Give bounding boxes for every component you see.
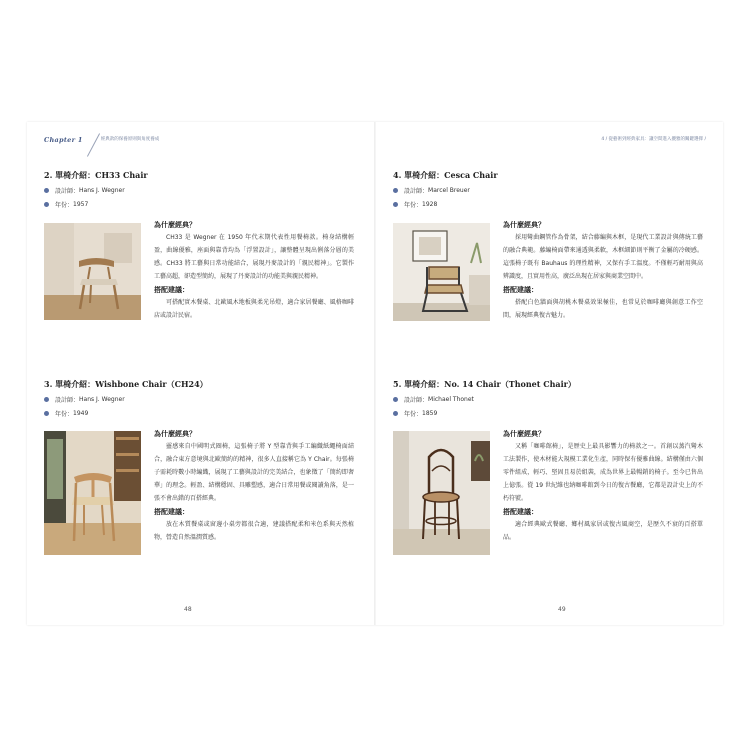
section-title: 3. 單椅介紹：Wishbone Chair（CH24） [44,379,208,389]
wishbone-description [154,427,354,544]
chapter-label: Chapter 1 [44,136,83,144]
bullet-icon [393,411,398,416]
year-value: 1949 [73,410,89,417]
right-page [376,122,723,625]
designer-row [393,395,703,404]
ch33-chair-photo [44,223,141,320]
cesca-description [503,218,703,322]
bullet-icon [44,188,49,193]
thonet-chair-photo [393,431,490,555]
why-heading: 為什麼經典？ [154,429,196,438]
tips-text: 搭配白色牆面與胡桃木餐桌效果極佳，也常見於咖啡廳與創意工作空間，展現經典復古魅力。 [503,299,703,319]
tips-text: 適合經典歐式餐廳、鄉村風家居或復古風商空，是歷久不衰的百搭單品。 [503,521,703,541]
section-title: 5. 單椅介紹：No. 14 Chair（Thonet Chair） [393,379,576,389]
left-page [27,122,374,625]
year-prefix: 年份： [55,411,74,418]
designer-name: Marcel Breuer [428,187,470,194]
cesca-chair-photo [393,223,490,321]
year-prefix: 年份： [404,202,423,209]
year-row [44,409,354,418]
cesca-chair-illustration [393,223,490,321]
ch33-chair-illustration [44,223,141,320]
designer-name: Michael Thonet [428,396,474,403]
header-title-left: 經典款的保養原則與角度養成 [100,137,160,142]
year-prefix: 年份： [55,202,74,209]
why-text: 採用彎曲鋼管作為骨架，結合藤編與木框，是現代工業設計與傳統工藝的融合典範。藤編椅面帶來通透與柔軟，木框細節則平衡了金屬的冷硬感。這張椅子既有 Bauhaus 的理性精神，又保有手工溫度。不僅輕巧耐用與高辨識度，且實用性高，廣泛出現在居家與商業空間中。 [503,234,703,280]
why-text: CH33 是 Wegner 在 1950 年代末期代表性用餐椅款。椅身結構輕盈，曲線優雅，座面與靠背均為「浮置設計」，讓整體呈現出俐落分層的美感。CH33 將工藝與日常功能結合，展現丹麥設計的「親民精神」。它製作工藝高超，卻造型簡約，展現了丹麥設計的功能美與親民精神。 [154,234,354,280]
bullet-icon [44,397,49,402]
year-value: 1859 [422,410,438,417]
section-thonet [393,379,703,609]
bullet-icon [393,202,398,207]
designer-name: Hans J. Wegner [79,187,125,194]
running-header-right: 4 / 從藝術到經典家具：讓空間進入優雅的關鍵選擇 / [601,137,706,142]
year-row [393,200,703,209]
bullet-icon [44,411,49,416]
designer-prefix: 設計師： [55,188,80,195]
year-value: 1928 [422,201,438,208]
section-title: 4. 單椅介紹：Cesca Chair [393,170,498,180]
tips-text: 放在木質餐桌或窗邊小桌旁都很合適，建議搭配柔和米色系與天然植物，營造自然溫潤質感。 [154,521,354,541]
thonet-description [503,427,703,544]
designer-prefix: 設計師： [404,188,429,195]
running-header-left [44,132,159,158]
designer-prefix: 設計師： [404,397,429,404]
bullet-icon [393,188,398,193]
page-number-right: 49 [558,606,566,613]
thonet-chair-illustration [393,431,490,555]
tips-heading: 搭配建議： [503,285,538,294]
section-title: 2. 單椅介紹：CH33 Chair [44,170,148,180]
why-heading: 為什麼經典？ [503,220,545,229]
why-heading: 為什麼經典？ [503,429,545,438]
year-value: 1957 [73,201,89,208]
section-wishbone [44,379,354,609]
ch33-description [154,218,354,322]
section-cesca [393,170,703,370]
why-text: 靈感來自中國明式圈椅，這張椅子將 Y 型靠背與手工編織紙繩椅面結合，融合東方意境與北歐簡約的精神，很多人直接稱它為 Y Chair。每張椅子需耗時數小時編織，展現了工藝與設計的完美結合，也象徵了「簡約即奢華」的理念。輕盈、結構穩固、具雕塑感，適合日常用餐或閱讀角落，是一張不會出錯的百搭經典。 [154,443,354,502]
why-text: 又稱「咖啡館椅」，是歷史上最具影響力的椅款之一。首創以蒸汽彎木工法製作，使木材能大規模工業化生產，同時保有優雅曲線。結構僅由六個零件組成，輕巧、堅固且易於組裝，成為世界上最暢銷的椅子。至今已售出上億張。從 19 世紀維也納咖啡館到今日的復古餐廳，它都是設計史上的不朽符號。 [503,443,703,502]
why-heading: 為什麼經典？ [154,220,196,229]
header-divider [87,133,100,156]
designer-row [44,395,354,404]
bullet-icon [44,202,49,207]
wishbone-chair-photo [44,431,141,555]
designer-name: Hans J. Wegner [79,396,125,403]
page-number-left: 48 [184,606,192,613]
wishbone-chair-illustration [44,431,141,555]
tips-heading: 搭配建議： [154,507,189,516]
year-row [44,200,354,209]
designer-row [393,186,703,195]
bullet-icon [393,397,398,402]
book-spread [27,122,723,625]
tips-text: 可搭配實木餐桌、北歐風木地板與柔光吊燈，適合家居餐廳、風格咖啡店或設計民宿。 [154,299,354,319]
section-ch33 [44,170,354,370]
tips-heading: 搭配建議： [154,285,189,294]
designer-prefix: 設計師： [55,397,80,404]
year-row [393,409,703,418]
year-prefix: 年份： [404,411,423,418]
designer-row [44,186,354,195]
tips-heading: 搭配建議： [503,507,538,516]
